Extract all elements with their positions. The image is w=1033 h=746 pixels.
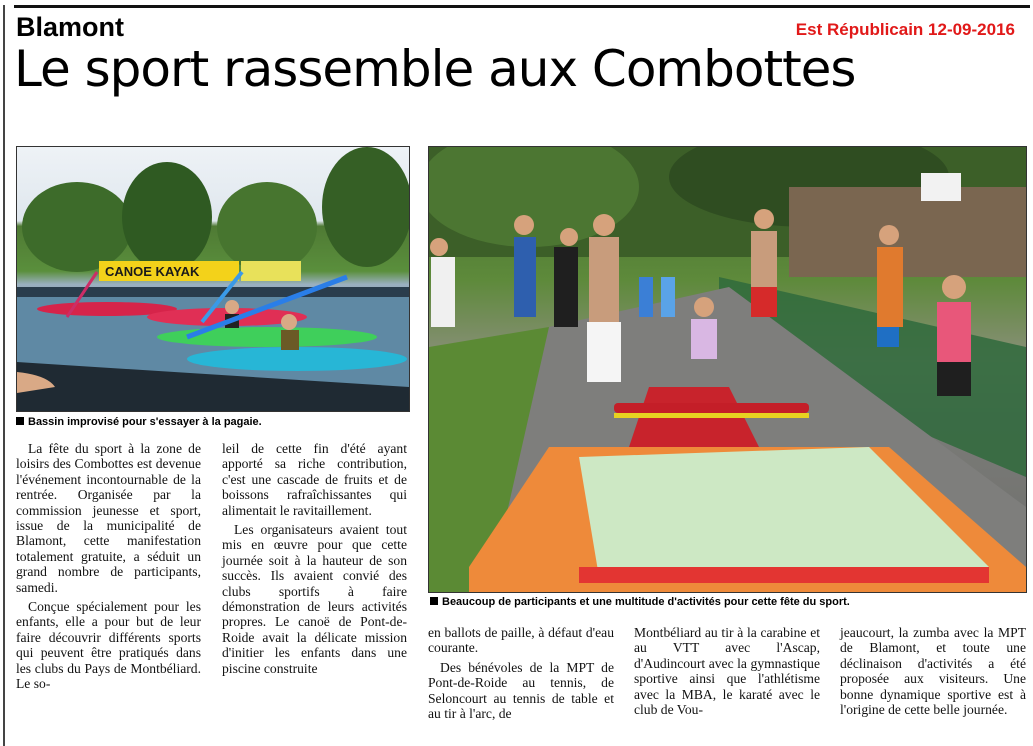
paragraph: Conçue spécialement pour les enfants, elle a pour but de leur faire découvrir différents sports qui peuvent être pratiqués dans les clubs du Pays de Montbéliard. Le so- [16,599,201,692]
paragraph: La fête du sport à la zone de loisirs des Combottes est devenue l'événement incontournable de la rentrée. Organisée par la commission jeunesse et sport, issue de la municipalité de Blamont, cette manifestation totalement gratuite, a séduit un grand nombre de participants, samedi. [16,441,201,595]
kayak-banner: CANOE KAYAK [105,264,200,279]
paragraph: Montbéliard au tir à la carabine et au VTT avec l'Ascap, d'Audincourt avec la gymnastique sportive ainsi que l'athlétisme avec la MBA, le karaté avec le club de Vou- [634,625,820,718]
article-column-2 [222,441,407,676]
left-rule [3,5,5,746]
article-column-1 [16,441,201,692]
photo-kayak-caption: Bassin improvisé pour s'essayer à la pagaie. [16,416,262,428]
paragraph: Les organisateurs avaient tout mis en œuvre pour que cette journée soit à la hauteur de son succès. Ils avaient convié des clubs sportifs à faire démonstration de leurs activités propres. Le canoë de Pont-de-Roide avait la délicate mission d'initier les enfants dans une piscine construite [222,522,407,676]
article-column-3 [428,625,614,721]
article-column-4 [634,625,820,717]
photo-sports-caption: Beaucoup de participants et une multitude d'activités pour cette fête du sport. [430,596,850,608]
top-rule [14,5,1030,8]
paragraph: leil de cette fin d'été ayant apporté sa riche contribution, c'est une cascade de fruits et de boissons rafraîchissantes qui alimentait le ravitaillement. [222,441,407,518]
article-headline: Le sport rassemble aux Combottes [14,40,856,98]
article-column-5 [840,625,1026,717]
paragraph: en ballots de paille, à défaut d'eau courante. [428,625,614,656]
photo-sports-day [428,146,1027,593]
photo-kayak-pool [16,146,410,412]
article-source: Est Républicain 12-09-2016 [795,20,1015,39]
article-kicker: Blamont [16,12,124,42]
paragraph: jeaucourt, la zumba avec la MPT de Blamont, et toute une déclinaison d'activités a été proposée aux visiteurs. Une bonne dynamique sportive est à l'origine de cette belle journée. [840,625,1026,718]
paragraph: Des bénévoles de la MPT de Pont-de-Roide au tennis, de Seloncourt au tennis de table et au tir à l'arc, de [428,659,614,722]
